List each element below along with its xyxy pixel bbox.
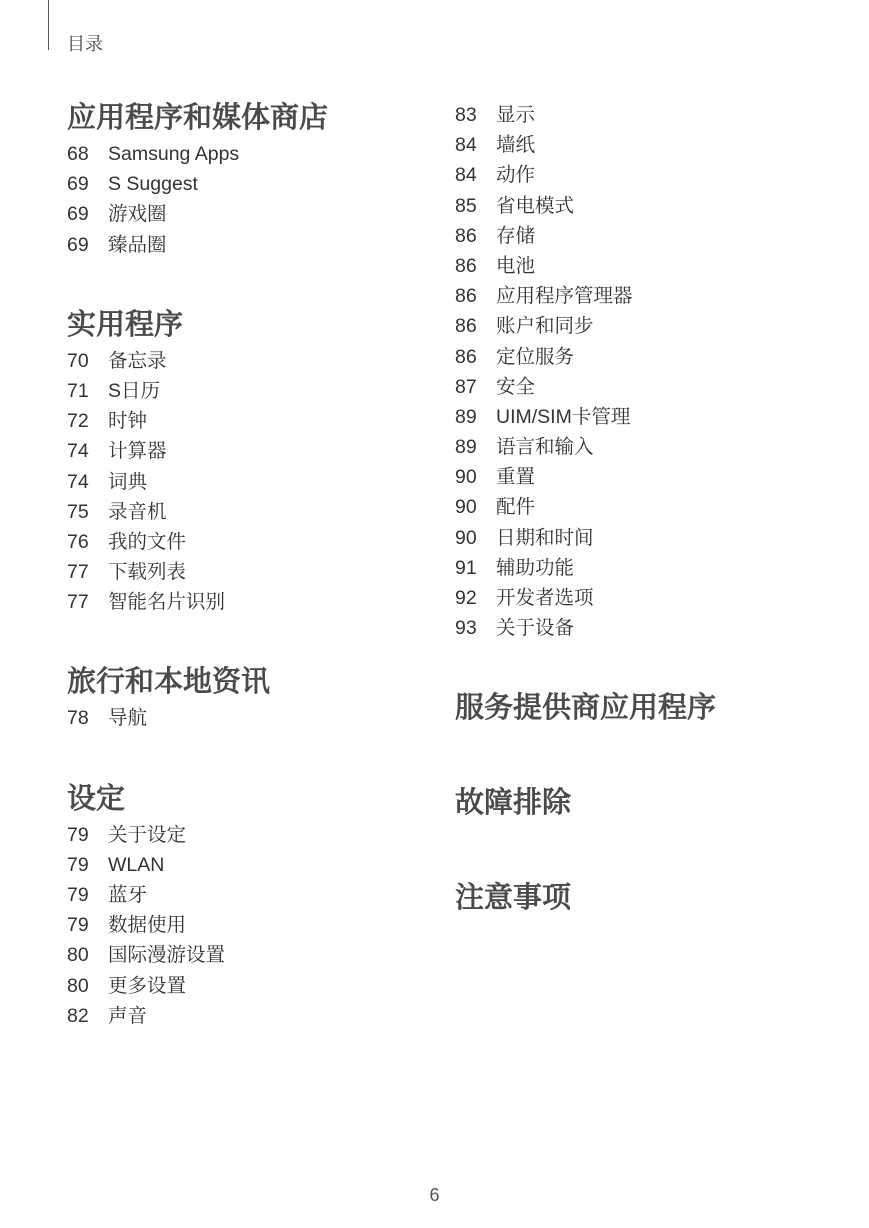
entry-page: 90 <box>455 466 477 489</box>
toc-entry[interactable] <box>67 436 427 466</box>
toc-entry[interactable] <box>455 281 855 311</box>
toc-entry[interactable] <box>67 230 427 260</box>
entry-page: 90 <box>455 526 477 549</box>
entry-label: 臻品圈 <box>108 233 167 256</box>
entry-label: 省电模式 <box>496 194 575 217</box>
toc-entry[interactable] <box>67 406 427 436</box>
toc-left-column <box>67 100 427 1031</box>
entry-page: 70 <box>67 349 89 372</box>
toc-entry[interactable] <box>455 583 855 613</box>
entry-page: 69 <box>67 233 89 256</box>
toc-entry[interactable] <box>67 346 427 376</box>
settings-continued-list <box>455 100 855 643</box>
entry-label: 关于设备 <box>496 617 575 640</box>
entry-page: 76 <box>67 530 89 553</box>
section-title-notices[interactable]: 注意事项 <box>455 882 572 915</box>
entry-page: 85 <box>455 194 477 217</box>
entry-page: 77 <box>67 561 89 584</box>
entry-page: 74 <box>67 470 89 493</box>
entry-page: 82 <box>67 1004 89 1027</box>
entry-page: 79 <box>67 853 89 876</box>
entry-label: 日期和时间 <box>496 526 594 549</box>
entry-page: 79 <box>67 884 89 906</box>
entry-page: 80 <box>67 944 89 967</box>
entry-label: WLAN <box>108 853 165 876</box>
entry-label: 录音机 <box>108 500 167 523</box>
entry-label: 存储 <box>496 224 536 247</box>
entry-page: 93 <box>455 617 477 640</box>
toc-entry[interactable] <box>67 557 427 587</box>
entry-label: 电池 <box>496 254 536 277</box>
toc-entry[interactable] <box>67 467 427 497</box>
entry-label: 应用程序管理器 <box>496 285 633 308</box>
section-title[interactable]: 应用程序和媒体商店 <box>67 102 329 134</box>
entry-label: 辅助功能 <box>496 556 575 579</box>
entry-page: 92 <box>455 587 477 609</box>
toc-entry[interactable] <box>455 523 855 553</box>
entry-label: 时钟 <box>108 410 148 433</box>
entry-page: 90 <box>455 496 477 519</box>
entry-label: 重置 <box>496 466 536 489</box>
entry-page: 84 <box>455 164 477 187</box>
toc-entry[interactable] <box>67 971 427 1001</box>
toc-entry[interactable] <box>67 376 427 406</box>
entry-label: S日历 <box>108 379 161 402</box>
section-title-troubleshooting[interactable]: 故障排除 <box>455 787 572 820</box>
entry-label: 数据使用 <box>108 914 187 937</box>
entry-label: 账户和同步 <box>496 315 594 338</box>
toc-entry[interactable] <box>67 497 427 527</box>
entry-page: 86 <box>455 254 477 277</box>
entry-label: 更多设置 <box>108 974 187 997</box>
toc-section-travel <box>67 664 427 733</box>
toc-entry[interactable] <box>455 251 855 281</box>
page-number: 6 <box>429 1185 440 1205</box>
toc-entry[interactable] <box>455 100 855 130</box>
toc-entry[interactable] <box>67 139 427 169</box>
toc-entry[interactable] <box>67 940 427 970</box>
entry-label: 蓝牙 <box>108 884 148 906</box>
toc-entry[interactable] <box>455 402 855 432</box>
toc-entry[interactable] <box>455 130 855 160</box>
entry-page: 86 <box>455 285 477 308</box>
toc-entry[interactable] <box>67 527 427 557</box>
entry-label: 定位服务 <box>496 345 575 368</box>
toc-entry[interactable] <box>455 432 855 462</box>
toc-entry[interactable] <box>455 462 855 492</box>
entry-page: 87 <box>455 375 477 398</box>
toc-entry[interactable] <box>67 910 427 940</box>
section-title[interactable]: 实用程序 <box>67 308 184 341</box>
entry-page: 77 <box>67 591 89 614</box>
entry-label: S Suggest <box>108 173 198 196</box>
entry-label: 关于设定 <box>108 823 187 846</box>
toc-entry[interactable] <box>67 587 427 617</box>
entry-page: 79 <box>67 823 89 846</box>
entry-label: 语言和输入 <box>496 436 594 459</box>
section-title[interactable]: 设定 <box>67 782 126 815</box>
toc-section-utilities <box>67 307 427 618</box>
entry-page: 86 <box>455 315 477 338</box>
entry-label: UIM/SIM卡管理 <box>496 405 631 428</box>
entry-page: 69 <box>67 203 89 226</box>
entry-label: 智能名片识别 <box>108 591 226 614</box>
toc-entry[interactable] <box>455 191 855 221</box>
section-title-provider-apps[interactable]: 服务提供商应用程序 <box>455 692 717 725</box>
entry-page: 80 <box>67 974 89 997</box>
entry-label: Samsung Apps <box>108 143 240 165</box>
entry-label: 我的文件 <box>108 530 187 553</box>
toc-entry[interactable] <box>67 820 427 850</box>
toc-entry[interactable] <box>455 492 855 522</box>
toc-entry[interactable] <box>455 613 855 643</box>
entry-label: 备忘录 <box>108 349 167 372</box>
entry-page: 91 <box>455 556 477 579</box>
entry-page: 78 <box>67 707 89 730</box>
entry-label: 声音 <box>108 1004 148 1027</box>
entry-label: 导航 <box>108 707 148 730</box>
toc-entry[interactable] <box>455 160 855 190</box>
entry-page: 74 <box>67 440 89 463</box>
toc-entry[interactable] <box>455 372 855 402</box>
toc-entry[interactable] <box>455 311 855 341</box>
entry-label: 墙纸 <box>496 134 536 157</box>
entry-label: 计算器 <box>108 440 167 463</box>
header-title: 目录 <box>67 34 103 54</box>
entry-page: 75 <box>67 500 89 523</box>
entry-page: 69 <box>67 173 89 196</box>
toc-entry[interactable] <box>455 342 855 372</box>
toc-entry[interactable] <box>67 169 427 199</box>
header-rule <box>48 0 49 50</box>
toc-right-column <box>455 100 855 916</box>
toc-entry[interactable] <box>67 880 427 910</box>
entry-page: 89 <box>455 436 477 459</box>
entry-page: 71 <box>67 379 89 402</box>
entry-page: 83 <box>455 104 477 126</box>
entry-label: 国际漫游设置 <box>108 944 226 967</box>
entry-label: 词典 <box>108 470 148 493</box>
toc-section-settings <box>67 781 427 1031</box>
toc-entry[interactable] <box>67 199 427 229</box>
section-title[interactable]: 旅行和本地资讯 <box>67 666 271 699</box>
entry-label: 游戏圈 <box>108 203 167 226</box>
toc-section-apps-media <box>67 100 427 260</box>
toc-entry[interactable] <box>67 850 427 880</box>
toc-entry[interactable] <box>67 703 427 733</box>
entry-page: 89 <box>455 405 477 428</box>
entry-page: 86 <box>455 345 477 368</box>
entry-label: 下载列表 <box>108 561 187 584</box>
entry-label: 动作 <box>496 164 536 187</box>
entry-label: 显示 <box>496 104 536 126</box>
entry-label: 配件 <box>496 496 536 519</box>
entry-page: 79 <box>67 914 89 937</box>
toc-entry[interactable] <box>67 1001 427 1031</box>
entry-page: 84 <box>455 134 477 157</box>
toc-entry[interactable] <box>455 221 855 251</box>
entry-label: 开发者选项 <box>496 587 594 609</box>
entry-label: 安全 <box>496 375 536 398</box>
entry-page: 72 <box>67 410 89 433</box>
entry-page: 68 <box>67 143 89 165</box>
toc-entry[interactable] <box>455 553 855 583</box>
entry-page: 86 <box>455 224 477 247</box>
